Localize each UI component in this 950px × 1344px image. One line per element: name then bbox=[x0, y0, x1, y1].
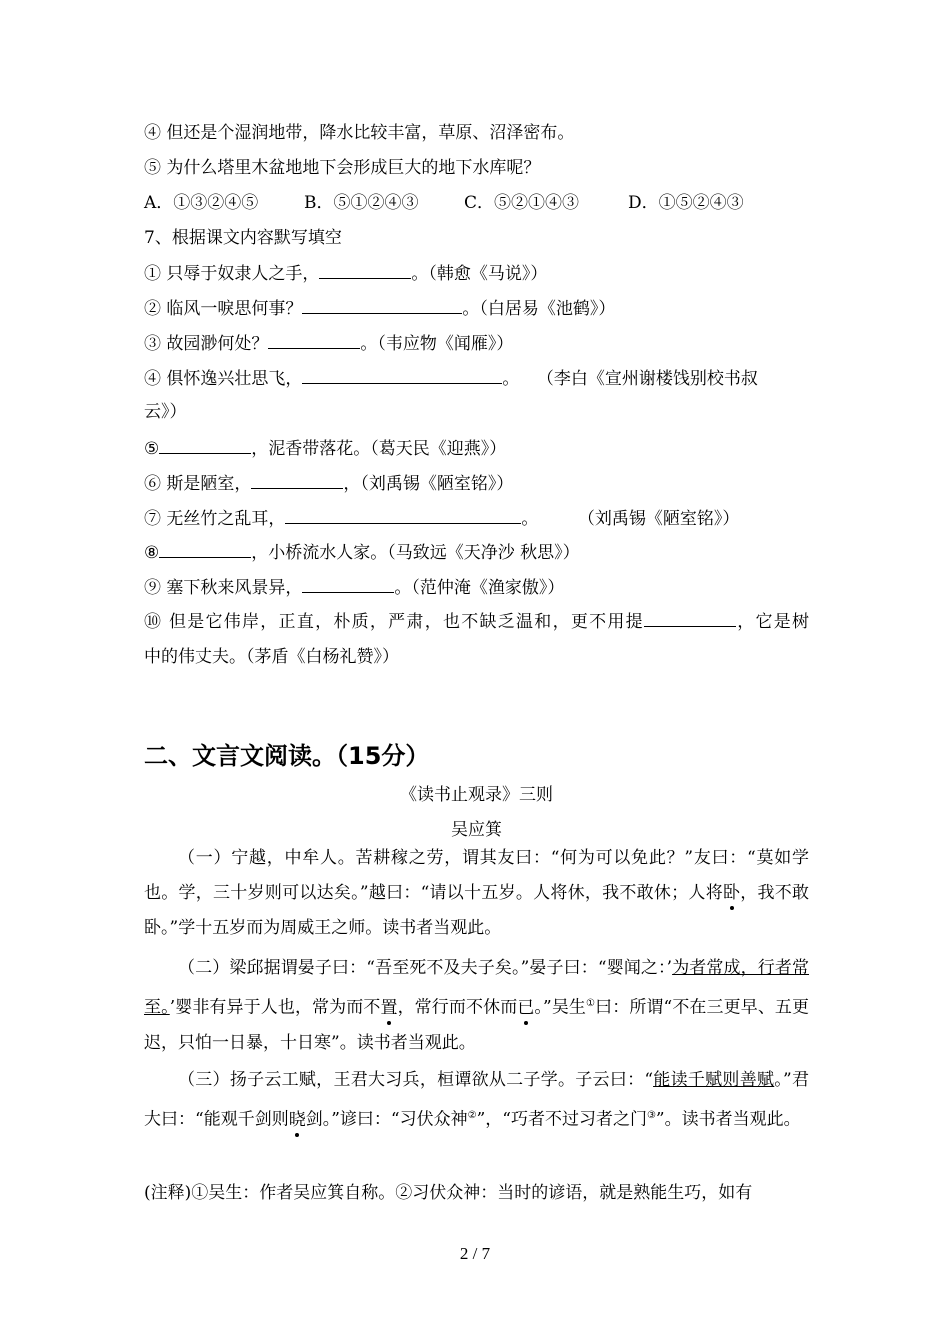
item-prompt: ⑨ 塞下秋来风景异， bbox=[144, 578, 303, 598]
answer-blank[interactable] bbox=[268, 332, 360, 349]
paragraph-text: ，我不敢卧。”学十五岁而为周威王之师。读书者当观此。 bbox=[144, 883, 809, 938]
paragraph-text: 。”吴生 bbox=[534, 997, 587, 1018]
q6-options bbox=[144, 192, 744, 214]
q6-item-4: ④ 但还是个湿润地带，降水比较丰富，草原、沼泽密布。 bbox=[144, 123, 575, 143]
item-prompt: ⑥ 斯是陋室， bbox=[144, 474, 252, 494]
q7-item-7 bbox=[144, 507, 739, 530]
q7-item-10-cont: 中的伟丈夫。（茅盾《白杨礼赞》） bbox=[144, 647, 399, 667]
underlined-phrase: 为者常成，行者常至。 bbox=[144, 958, 810, 1018]
item-source: （刘禹锡《陋室铭》） bbox=[586, 509, 740, 529]
paragraph-text: （一）宁越，中牟人。苦耕稼之劳，谓其友曰：“何为可以免此？”友曰：“莫如学也。学，三十岁则可以达矣。”越曰：“请以十五岁。人将休，我不敢休；人将 bbox=[144, 848, 809, 903]
answer-blank[interactable] bbox=[319, 262, 411, 279]
answer-blank[interactable] bbox=[302, 367, 502, 384]
dotted-char: 卧 bbox=[722, 883, 741, 903]
section-heading: 二、文言文阅读。（15分） bbox=[144, 742, 430, 770]
q6-item-5: ⑤ 为什么塔里木盆地地下会形成巨大的地下水库呢？ bbox=[144, 158, 541, 178]
item-source: 。（白居易《池鹤》） bbox=[462, 299, 616, 319]
passage-paragraph-1 bbox=[144, 841, 809, 946]
item-punct: 。 bbox=[521, 509, 539, 529]
q7-item-10 bbox=[144, 610, 809, 633]
item-source: 。（韦应物《闻雁》） bbox=[360, 334, 514, 354]
answer-blank[interactable] bbox=[251, 472, 343, 489]
paragraph-text: （三）扬子云工赋，王君大习兵，桓谭欲从二子学。子云曰：“ bbox=[178, 1070, 654, 1090]
item-prompt: ⑩ 但是它伟岸，正直，朴质，严肃，也不缺乏温和，更不用提 bbox=[144, 612, 644, 632]
q7-item-6 bbox=[144, 472, 513, 495]
item-prompt: ③ 故园渺何处？ bbox=[144, 334, 269, 354]
paragraph-text: ’婴非有异于人也，常为而不 bbox=[169, 997, 381, 1018]
q7-item-9 bbox=[144, 576, 564, 599]
dotted-char: 已 bbox=[517, 997, 535, 1018]
page-number: 2 / 7 bbox=[459, 1244, 491, 1263]
q7-title: 7、根据课文内容默写填空 bbox=[144, 228, 342, 248]
item-prompt: ⑦ 无丝竹之乱耳， bbox=[144, 509, 286, 529]
item-source: （李白《宣州谢楼饯别校书叔 bbox=[545, 369, 758, 389]
paragraph-text: （二）梁邱据谓晏子曰：“吾至死不及夫子矣。”晏子曰：“婴闻之：’ bbox=[178, 958, 673, 978]
answer-blank[interactable] bbox=[159, 541, 251, 558]
item-prompt: ⑤ bbox=[144, 439, 160, 459]
answer-blank[interactable] bbox=[285, 507, 521, 524]
item-source: ，泥香带落花。（葛天民《迎燕》） bbox=[251, 439, 507, 459]
item-punct: 。 bbox=[502, 369, 520, 389]
paragraph-text: ”，“巧者不过习者之门 bbox=[476, 1109, 647, 1130]
q7-item-3 bbox=[144, 332, 513, 355]
paragraph-text: ，常行而不休而 bbox=[397, 997, 518, 1018]
item-source: ，（刘禹锡《陋室铭》） bbox=[343, 474, 514, 494]
passage-paragraph-2 bbox=[144, 951, 809, 1061]
passage-title: 《读书止观录》三则 bbox=[400, 785, 553, 805]
item-source: ，小桥流水人家。（马致远《天净沙 秋思》） bbox=[251, 543, 580, 563]
item-prompt: ② 临风一唳思何事？ bbox=[144, 299, 303, 319]
dotted-char: 晓 bbox=[288, 1109, 306, 1130]
answer-blank[interactable] bbox=[644, 610, 736, 627]
item-source: 。（范仲淹《渔家傲》） bbox=[394, 578, 565, 598]
option-c: C．⑤②①④③ bbox=[464, 193, 580, 213]
q7-item-1 bbox=[144, 262, 547, 285]
answer-blank[interactable] bbox=[302, 297, 462, 314]
q7-item-4-cont: 云》） bbox=[144, 402, 187, 422]
paragraph-text: 。”君大曰：“能观千剑则 bbox=[144, 1070, 809, 1130]
dotted-char: 置 bbox=[380, 997, 398, 1018]
answer-blank[interactable] bbox=[302, 576, 394, 593]
annotation: (注释)①吴生：作者吴应箕自称。②习伏众神：当时的谚语，就是熟能生巧，如有 bbox=[144, 1183, 753, 1203]
footnote-mark: ① bbox=[586, 998, 596, 1009]
option-d: D．①⑤②④③ bbox=[628, 193, 744, 213]
q7-item-4 bbox=[144, 367, 758, 390]
q7-item-2 bbox=[144, 297, 615, 320]
item-source: 。（韩愈《马说》） bbox=[411, 264, 548, 284]
q7-item-5 bbox=[144, 437, 506, 460]
paragraph-text: ”。读书者当观此。 bbox=[655, 1109, 801, 1130]
paragraph-text: 曰：所谓“不在三更早、五更迟，只怕一日暴，十日寒”。读书者当观此。 bbox=[144, 997, 810, 1053]
answer-blank[interactable] bbox=[159, 437, 251, 454]
item-prompt: ① 只辱于奴隶人之手， bbox=[144, 264, 320, 284]
item-prompt: ④ 俱怀逸兴壮思飞， bbox=[144, 369, 303, 389]
passage-author: 吴应箕 bbox=[451, 820, 502, 840]
paragraph-text: 剑。”谚曰：“习伏众神 bbox=[305, 1109, 468, 1130]
q7-item-8 bbox=[144, 541, 580, 564]
underlined-phrase: 能读千赋则善赋 bbox=[653, 1070, 775, 1090]
passage-paragraph-3 bbox=[144, 1063, 809, 1138]
footnote-mark: ② bbox=[467, 1110, 477, 1121]
option-a: A．①③②④⑤ bbox=[144, 193, 259, 213]
option-b: B．⑤①②④③ bbox=[304, 193, 419, 213]
footnote-mark: ③ bbox=[646, 1110, 656, 1121]
item-source: ，它是树 bbox=[735, 612, 810, 632]
item-prompt: ⑧ bbox=[144, 543, 160, 563]
